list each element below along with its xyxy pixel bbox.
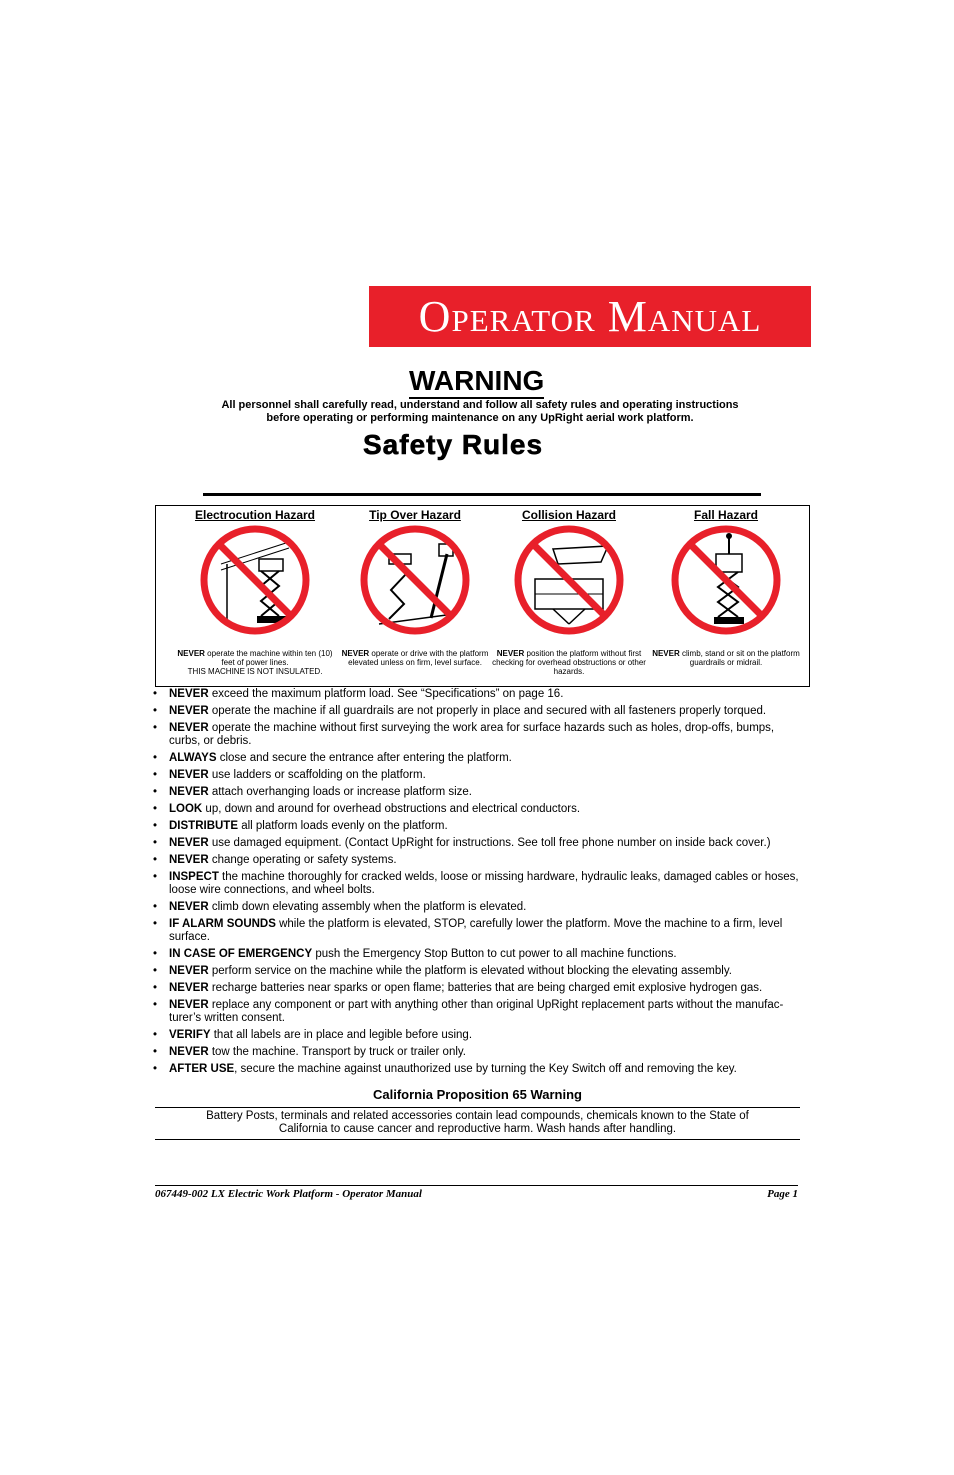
no-tip-over-icon	[359, 524, 471, 636]
rule-item	[153, 999, 808, 1025]
hazard-title: Tip Over Hazard	[369, 508, 461, 522]
warning-line-1: All personnel shall carefully read, understand and follow all safety rules and operating instructions	[221, 399, 739, 411]
hazard-title: Electrocution Hazard	[194, 508, 316, 522]
rule-text: operate the machine if all guardrails are not properly in place and secured with all fasteners properly torqued.	[208, 705, 767, 717]
rule-lead: AFTER USE	[169, 1063, 235, 1075]
rule-lead: NEVER	[169, 786, 209, 798]
hazard-caption: NEVER operate or drive with the platform elevated unless on firm, level surface.	[341, 649, 489, 667]
rule-lead: IF ALARM SOUNDS	[169, 918, 276, 930]
rule-item	[153, 820, 808, 833]
proposition-text	[155, 1110, 800, 1136]
proposition-divider-top	[155, 1107, 800, 1108]
rule-item	[153, 705, 808, 718]
hazard-tip-over	[335, 506, 495, 686]
hazard-electrocution	[175, 506, 335, 686]
no-electrocution-icon	[199, 524, 311, 636]
rule-text: that all labels are in place and legible before using.	[210, 1029, 473, 1041]
rule-text: push the Emergency Stop Button to cut power to all machine functions.	[312, 948, 677, 960]
no-fall-icon	[670, 524, 782, 636]
warning-text	[170, 399, 790, 425]
hazard-caption: NEVER position the platform without first checking for overhead obstructions or other hazards.	[492, 649, 646, 676]
rule-item	[153, 965, 808, 978]
rule-text: while the platform is elevated, STOP, carefully lower the platform. Move the machine to a firm, level surface.	[169, 918, 783, 943]
rule-text: climb down elevating assembly when the platform is elevated.	[208, 901, 527, 913]
manual-title-banner	[369, 286, 811, 347]
rule-text: attach overhanging loads or increase platform size.	[208, 786, 472, 798]
rule-lead: NEVER	[169, 688, 209, 700]
hazard-collision	[489, 506, 649, 686]
rule-lead: LOOK	[169, 803, 203, 815]
rule-lead: INSPECT	[169, 871, 219, 883]
rule-item	[153, 722, 808, 748]
rule-text: change operating or safety systems.	[208, 854, 397, 866]
rule-item	[153, 918, 808, 944]
rule-lead: NEVER	[169, 837, 209, 849]
rule-lead: NEVER	[169, 965, 209, 977]
rule-item	[153, 688, 808, 701]
rule-lead: NEVER	[169, 722, 209, 734]
footer-document-title: 067449-002 LX Electric Work Platform - Operator Manual	[155, 1188, 422, 1200]
rule-item	[153, 1063, 808, 1076]
hazard-fall	[646, 506, 806, 686]
rule-text: recharge batteries near sparks or open flame; batteries that are being charged emit explosive hydrogen gas.	[208, 982, 763, 994]
rule-item	[153, 901, 808, 914]
safety-rules-list	[153, 688, 808, 1080]
footer-divider	[155, 1185, 798, 1186]
hazard-caption: NEVER climb, stand or sit on the platform guardrails or midrail.	[652, 649, 800, 667]
rule-item	[153, 837, 808, 850]
proposition-line-2: California to cause cancer and reproductive harm. Wash hands after handling.	[278, 1123, 677, 1135]
footer-page-number: Page 1	[767, 1188, 798, 1200]
rule-text: use ladders or scaffolding on the platform.	[208, 769, 426, 781]
hazard-title: Collision Hazard	[521, 508, 616, 522]
rule-item	[153, 982, 808, 995]
rule-lead: DISTRIBUTE	[169, 820, 238, 832]
rule-item	[153, 1029, 808, 1042]
rule-text: use damaged equipment. (Contact UpRight for instructions. See toll free phone number on inside back cover.)	[208, 837, 771, 849]
rule-text: replace any component or part with anything other than original UpRight replacement parts without the manufac-turer’s written consent.	[169, 999, 784, 1024]
rule-text: all platform loads evenly on the platform.	[238, 820, 448, 832]
heading-divider	[203, 493, 761, 496]
rule-item	[153, 769, 808, 782]
rule-item	[153, 786, 808, 799]
rule-lead: NEVER	[169, 901, 209, 913]
hazard-caption: NEVER operate the machine within ten (10) feet of power lines. THIS MACHINE IS NOT INSULATED.	[177, 649, 333, 676]
rule-text: close and secure the entrance after entering the platform.	[216, 752, 512, 764]
rule-lead: ALWAYS	[169, 752, 217, 764]
rule-item	[153, 948, 808, 961]
rule-lead: NEVER	[169, 1046, 209, 1058]
rule-text: operate the machine without first surveying the work area for surface hazards such as holes, drop-offs, bumps, curbs, or debris.	[169, 722, 775, 747]
rule-text: , secure the machine against unauthorized use by turning the Key Switch off and removing the key.	[234, 1063, 737, 1075]
manual-title: Operator Manual	[418, 292, 762, 341]
rule-lead: NEVER	[169, 769, 209, 781]
rule-text: exceed the maximum platform load. See “Specifications” on page 16.	[208, 688, 564, 700]
proposition-title: California Proposition 65 Warning	[373, 1087, 582, 1102]
rule-text: perform service on the machine while the platform is elevated without blocking the elevating assembly.	[208, 965, 732, 977]
rule-item	[153, 871, 808, 897]
safety-rules-heading: Safety Rules	[363, 429, 544, 460]
rule-text: tow the machine. Transport by truck or trailer only.	[208, 1046, 466, 1058]
proposition-divider-bottom	[155, 1139, 800, 1140]
warning-line-2: before operating or performing maintenance on any UpRight aerial work platform.	[266, 412, 694, 424]
warning-heading: WARNING	[409, 366, 544, 399]
hazard-title: Fall Hazard	[693, 508, 759, 522]
rule-lead: NEVER	[169, 705, 209, 717]
rule-item	[153, 803, 808, 816]
hazard-panel	[155, 505, 810, 687]
rule-lead: VERIFY	[169, 1029, 211, 1041]
rule-item	[153, 752, 808, 765]
no-collision-icon	[513, 524, 625, 636]
rule-lead: NEVER	[169, 982, 209, 994]
rule-text: the machine thoroughly for cracked welds, loose or missing hardware, hydraulic leaks, damaged cables or hoses, loose wire connections, and wheel bolts.	[169, 871, 799, 896]
rule-lead: IN CASE OF EMERGENCY	[169, 948, 313, 960]
rule-text: up, down and around for overhead obstructions and electrical conductors.	[202, 803, 581, 815]
rule-item	[153, 1046, 808, 1059]
rule-item	[153, 854, 808, 867]
proposition-line-1: Battery Posts, terminals and related accessories contain lead compounds, chemicals known to the State of	[206, 1110, 749, 1122]
rule-lead: NEVER	[169, 854, 209, 866]
rule-lead: NEVER	[169, 999, 209, 1011]
